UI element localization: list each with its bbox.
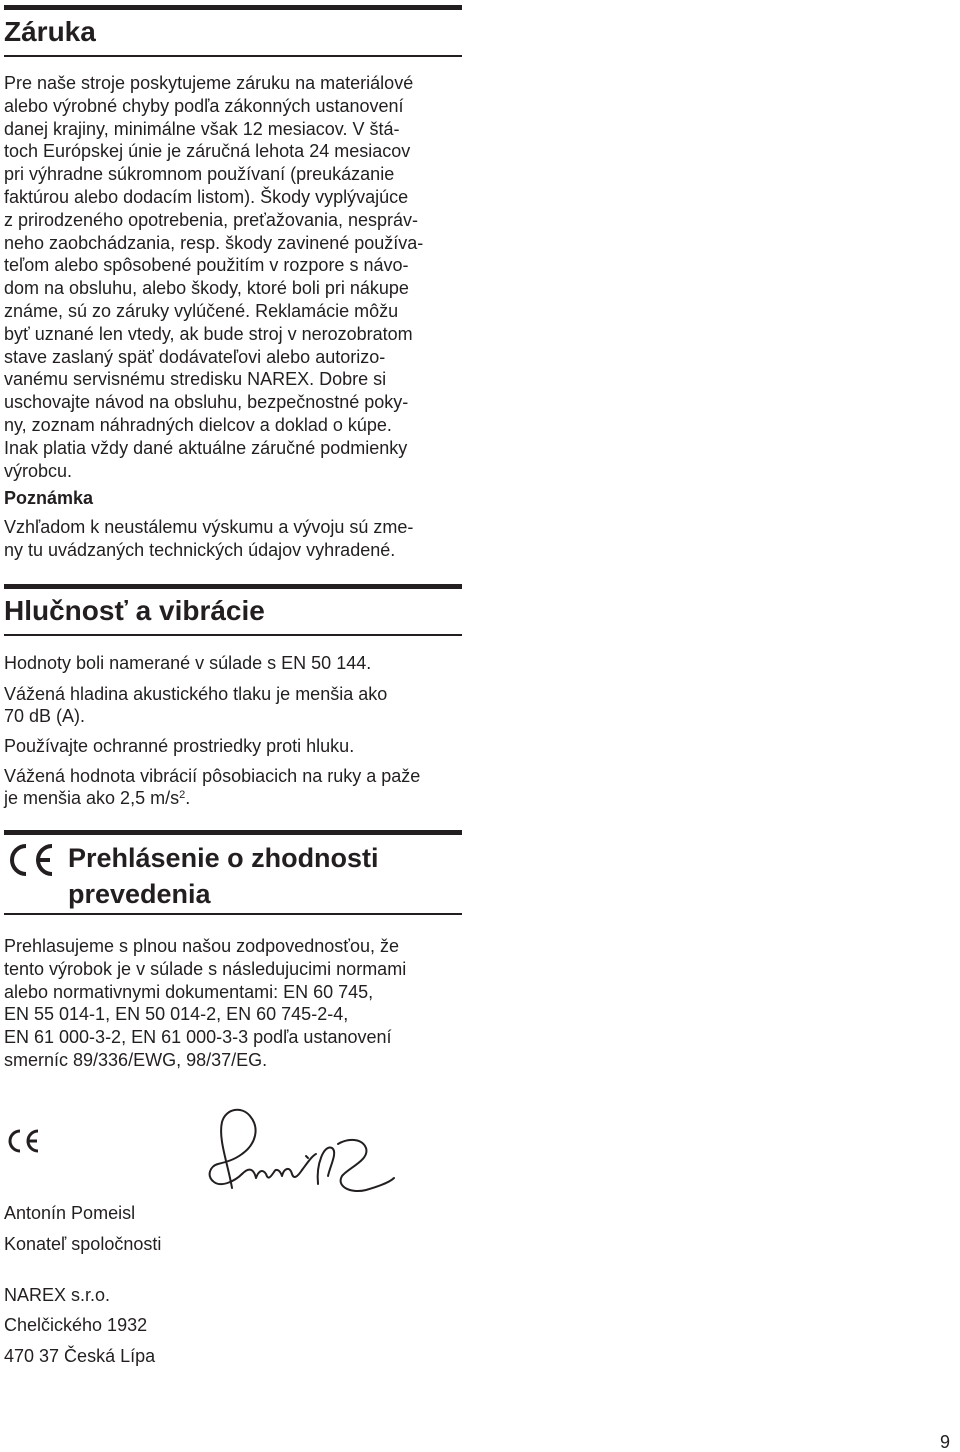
warranty-text-line: teľom alebo spôsobené použitím v rozpore s návo- bbox=[4, 255, 409, 276]
conformity-text-line: EN 61 000-3-2, EN 61 000-3-3 podľa ustanovení bbox=[4, 1027, 392, 1048]
page-number: 9 bbox=[940, 1432, 951, 1452]
noise-paragraph-2b: 70 dB (A). bbox=[4, 706, 86, 726]
warranty-text-line: stave zaslaný späť dodávateľovi alebo autorizo- bbox=[4, 346, 386, 367]
warranty-text-line: Pre naše stroje poskytujeme záruku na materiálové bbox=[4, 73, 414, 93]
conformity-text-line: EN 55 014-1, EN 50 014-2, EN 60 745-2-4, bbox=[4, 1004, 349, 1025]
company-name: NAREX s.r.o. bbox=[4, 1285, 111, 1305]
conformity-title-line-1: Prehlásenie o zhodnosti bbox=[68, 843, 379, 873]
note-title: Poznámka bbox=[4, 488, 94, 508]
vibration-period: . bbox=[185, 788, 191, 808]
noise-top-rule bbox=[4, 584, 462, 589]
conformity-body bbox=[4, 935, 462, 1072]
conformity-paragraph bbox=[4, 935, 462, 1072]
signatory-role: Konateľ spoločnosti bbox=[4, 1234, 162, 1254]
noise-paragraph-2a: Vážená hladina akustického tlaku je menšia ako bbox=[4, 684, 388, 704]
note-body bbox=[4, 516, 462, 562]
ce-mark-icon bbox=[6, 842, 56, 878]
noise-paragraph-4b bbox=[4, 787, 190, 809]
warranty-text-line: neho zaobchádzania, resp. škody zavinené používa- bbox=[4, 232, 424, 253]
noise-title: Hlučnosť a vibrácie bbox=[4, 595, 265, 626]
conformity-title-line-2: prevedenia bbox=[68, 879, 211, 909]
warranty-paragraph bbox=[4, 72, 462, 482]
warranty-text-line: danej krajiny, minimálne však 12 mesiacov. V štá- bbox=[4, 118, 400, 139]
noise-paragraph-1: Hodnoty boli namerané v súlade s EN 50 144. bbox=[4, 653, 372, 673]
note-paragraph bbox=[4, 516, 462, 562]
conformity-top-rule bbox=[4, 830, 462, 835]
warranty-text-line: z prirodzeného opotrebenia, preťažovania, nespráv- bbox=[4, 209, 419, 230]
warranty-text-line: dom na obsluhu, alebo škody, ktoré boli pri nákupe bbox=[4, 278, 409, 299]
conformity-text-line: alebo normativnymi dokumentami: EN 60 745, bbox=[4, 981, 374, 1002]
signatory-name: Antonín Pomeisl bbox=[4, 1203, 136, 1223]
noise-title-rule bbox=[4, 634, 462, 636]
warranty-text-line: výrobcu. bbox=[4, 460, 73, 481]
warranty-text-line: vanému servisnému stredisku NAREX. Dobre si bbox=[4, 369, 387, 390]
warranty-text-line: faktúrou alebo dodacím listom). Škody vyplývajúce bbox=[4, 186, 409, 207]
note-text-line: Vzhľadom k neustálemu výskumu a vývoju sú zme- bbox=[4, 517, 414, 537]
noise-paragraph-3: Používajte ochranné prostriedky proti hluku. bbox=[4, 736, 355, 756]
warranty-text-line: Inak platia vždy dané aktuálne záručné podmienky bbox=[4, 437, 408, 458]
company-street: Chelčického 1932 bbox=[4, 1315, 148, 1335]
signature-image bbox=[198, 1104, 398, 1200]
top-rule bbox=[4, 5, 462, 10]
warranty-title: Záruka bbox=[4, 16, 96, 47]
conformity-text-line: Prehlasujeme s plnou našou zodpovednosťou, že bbox=[4, 936, 400, 956]
warranty-text-line: pri výhradne súkromnom používaní (preukázanie bbox=[4, 164, 395, 185]
warranty-text-line: uschovajte návod na obsluhu, bezpečnostné poky- bbox=[4, 392, 409, 413]
conformity-title-rule bbox=[4, 913, 462, 915]
warranty-body bbox=[4, 72, 462, 482]
vibration-value-text: je menšia ako 2,5 m/s bbox=[4, 788, 180, 808]
warranty-text-line: byť uznané len vtedy, ak bude stroj v nerozobratom bbox=[4, 323, 413, 344]
ce-mark-small-icon bbox=[6, 1128, 40, 1154]
company-city: 470 37 Česká Lípa bbox=[4, 1346, 156, 1366]
warranty-title-rule bbox=[4, 55, 462, 57]
vibration-exponent: 2 bbox=[179, 789, 186, 801]
noise-paragraph-4a: Vážená hodnota vibrácií pôsobiacich na ruky a paže bbox=[4, 766, 421, 786]
warranty-text-line: alebo výrobné chyby podľa zákonných ustanovení bbox=[4, 95, 404, 116]
warranty-text-line: ny, zoznam náhradných dielcov a doklad o kúpe. bbox=[4, 414, 392, 435]
conformity-text-line: tento výrobok je v súlade s následujucimi normami bbox=[4, 958, 407, 979]
conformity-text-line: smerníc 89/336/EWG, 98/37/EG. bbox=[4, 1049, 268, 1070]
warranty-text-line: známe, sú zo záruky vylúčené. Reklamácie môžu bbox=[4, 300, 399, 321]
note-text-line: ny tu uvádzaných technických údajov vyhradené. bbox=[4, 539, 396, 560]
warranty-text-line: toch Európskej únie je záručná lehota 24 mesiacov bbox=[4, 141, 411, 162]
